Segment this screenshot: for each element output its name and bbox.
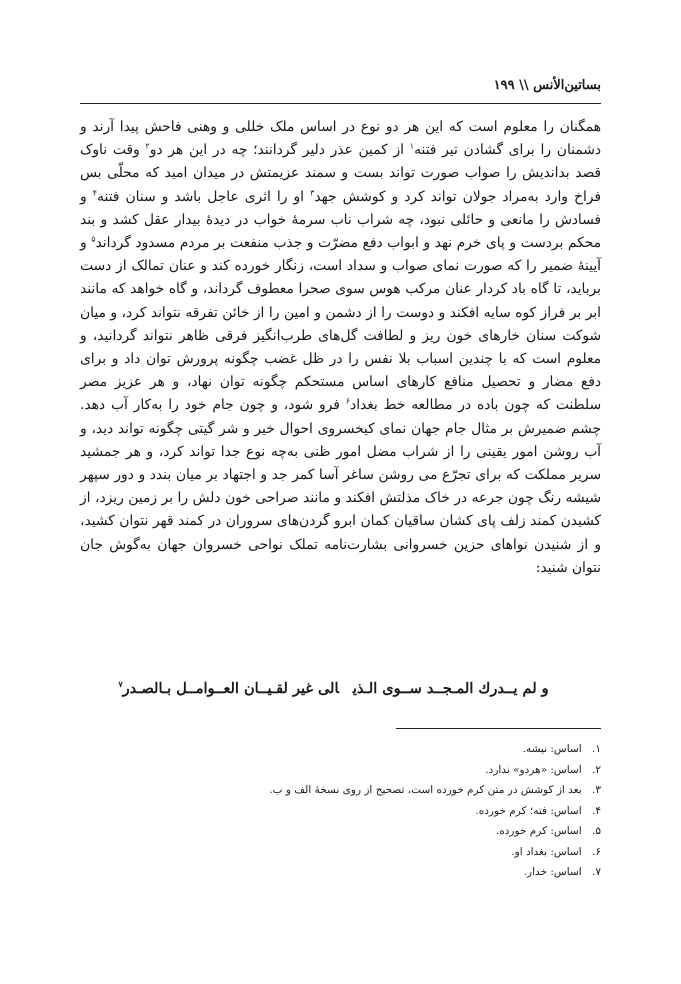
- verse-hemistich-2: [118, 680, 339, 697]
- footnote-ref-2: ۲: [145, 141, 150, 151]
- footnote-number: ۶.: [592, 845, 601, 858]
- footnote-text: اساس: فته؛ کرم خورده.: [475, 804, 582, 817]
- footnote-ref-6: ۶: [345, 396, 351, 406]
- main-text: [80, 116, 601, 580]
- footnote-number: ۳.: [592, 784, 601, 796]
- footnote-item: [80, 821, 601, 842]
- footnote-text: اساس: «هردو» ندارد.: [485, 763, 582, 776]
- paragraph: [80, 116, 601, 580]
- footnote-number: ۷.: [592, 866, 601, 878]
- footnote-divider: [396, 728, 601, 729]
- footnote-item: [80, 739, 601, 760]
- footnote-number: ۱.: [592, 743, 601, 755]
- text-run: و فسادش را مانعی و حائلی نبود، چه شراب ناب سرمهٔ خواب در دیدهٔ بیدار عقل کشد و بند محکم بردست و پای خرم نهد و ابواب دفع مضرّت و جذب منفعت بر مردم مسدود گرداند: [80, 188, 601, 252]
- footnote-ref-5: ۵: [91, 234, 96, 244]
- footnote-ref-7: ۷: [118, 679, 123, 690]
- running-header: بساتین‌الأنس \\ ۱۹۹: [493, 78, 601, 93]
- text-run: و آیینهٔ ضمیر را که صورت نمای صواب و سداد است، زنگار خورده کند و عنان تمالک از دست برباید، تا گاه باد کردار عنان مرکب هوس سوی صحرا معطوف گرداند، و گاه خواهد که مانند ابر بر فراز کوه سایه افکند و دوست را از دشمن و امین را از خائن تفرقه نتواند کرد، و میان شوکت سنان خارهای خون ریز و لطافت گل‌های طرب‌انگیز فرقی ظاهر نتواند گردانید، و معلوم است که با چندین اسباب بلا نفس را در ظل غضب چگونه پرورش توان داد و برای دفع مضار و تحصیل منافع کارهای اساس مستحکم چگونه توان نهاد، و هر عزیز مصر سلطنت که چون باده در مطالعه خط بغداد: [80, 235, 602, 414]
- verse-line: [80, 680, 601, 697]
- footnote-item: [80, 760, 601, 781]
- footnote-number: ۵.: [592, 825, 601, 837]
- footnote-item: [80, 842, 601, 863]
- text-run: وقت ناوک قصد بداندیش را صواب صورت تواند بست و سمند عزیمتش در میدان امید که محلّی بس فراخ وارد به‌مراد جولان تواند کرد و کوشش جهد: [80, 142, 601, 205]
- footnote-list: [80, 739, 601, 883]
- text-run: همگنان را معلوم است که این هر دو نوع در اساس ملک خللی و وهنی فاحش پیدا آرند و دشمنان را برای گشادن تیر فتنه: [80, 119, 601, 159]
- footnote-text: اساس: نیشه.: [522, 743, 582, 755]
- footnote-ref-3: ۳: [310, 188, 315, 198]
- footnote-item: [80, 780, 601, 801]
- verse-text: الی غیر لقـیــان العــوامــل بـالصـدر: [122, 680, 339, 697]
- footnote-number: ۲.: [592, 763, 601, 776]
- text-run: از کمین عذر دلیر گردانند؛ چه در این هر دو: [149, 142, 410, 159]
- footnote-text: اساس: کرم خورده.: [495, 825, 582, 837]
- header-divider: [80, 103, 601, 104]
- verse-hemistich-1: و لم یــدرك المـجــد ســوی الـذی: [352, 680, 549, 697]
- footnote-text: بعد از کوشش در متن کرم خورده است، تصحیح از روی نسخهٔ الف و ب.: [269, 784, 582, 796]
- footnote-text: اساس: خدار.: [523, 866, 582, 878]
- footnote-item: [80, 801, 601, 822]
- text-run: فرو شود، و چون جام خود را به‌کار آب دهد. چشم ضمیرش بر مثال جام جهان نمای کیخسروی احوال خیر و شر گیتی چگونه تواند دید، و آب روشن امور یقینی را از شراب مضل امور ظنی به‌چه نوع جدا تواند کرد، و هر جمشید سریر مملکت که برای تجرّع می روشن ساغر آسا کمر جد و اجتهاد بر میان بندد و دور سپهر شیشه رنگ چون جرعه در خاک مذلتش افکند و مانند صراحی خون دلش را بر زمین ریزد، از کشیدن کمند زلف پای کشان ساقیان کمان ابرو گردن‌های سروران در کمند قهر نتوان کشید، و از شنیدن نواهای حزین خسروانی بشارت‌نامه تملک نواحی خسروان جهان به‌گوش جان نتوان شنید:: [80, 397, 601, 576]
- footnote-item: [80, 862, 601, 883]
- footnote-ref-1: ۱: [409, 141, 415, 151]
- footnote-text: اساس: بغداد او.: [511, 845, 582, 858]
- footnote-number: ۴.: [592, 804, 601, 817]
- text-run: او را اثری عاجل باشد و سنان فتنه: [97, 188, 311, 205]
- footnote-ref-4: ۴: [92, 188, 98, 198]
